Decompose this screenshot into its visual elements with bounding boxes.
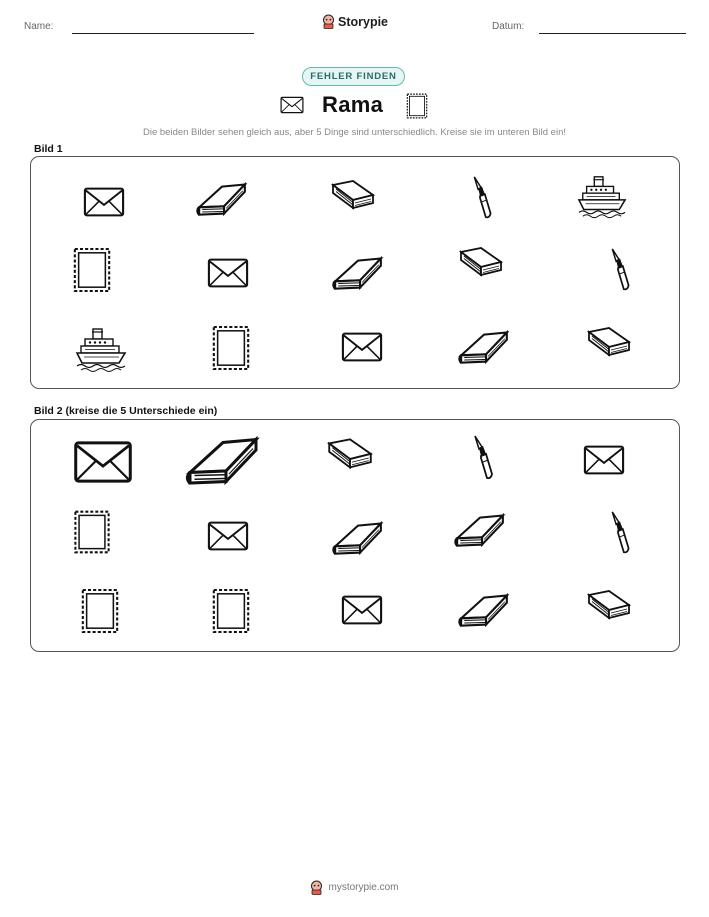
envelope-icon: [73, 440, 133, 484]
book-icon: [331, 249, 385, 295]
ship-icon: [577, 173, 627, 221]
book-icon: [183, 426, 263, 492]
book-icon: [457, 323, 511, 369]
envelope-icon: [83, 186, 125, 218]
book-icon: [453, 506, 507, 552]
envelope-icon: [583, 444, 625, 476]
footer: [0, 880, 709, 895]
book-icon: [583, 586, 635, 632]
stamp-icon: [79, 586, 121, 636]
stamp-icon: [71, 245, 113, 295]
storypie-mascot-icon: [322, 14, 335, 29]
name-line[interactable]: [72, 33, 254, 34]
panel2-label: Bild 2 (kreise die 5 Unterschiede ein): [34, 405, 218, 417]
book-icon: [195, 175, 249, 221]
book-icon: [455, 243, 507, 289]
storypie-mascot-icon: [310, 880, 323, 895]
picture-1-panel: [30, 156, 680, 389]
book-icon: [583, 323, 635, 369]
stamp-icon: [210, 323, 252, 373]
ship-icon: [75, 325, 127, 375]
instructions: Die beiden Bilder sehen gleich aus, aber 5 Dinge sind unterschiedlich. Kreise sie im unteren Bild ein!: [143, 127, 566, 138]
book-icon: [331, 514, 385, 560]
envelope-icon: [207, 257, 249, 289]
brand-name: Storypie: [338, 14, 389, 29]
fountain-pen-icon: [467, 434, 497, 482]
book-icon: [327, 176, 379, 222]
fountain-pen-icon: [605, 247, 633, 293]
name-label: Name:: [24, 21, 54, 32]
stamp-icon: [70, 508, 114, 556]
stamp-icon: [210, 586, 252, 636]
fountain-pen-icon: [605, 510, 633, 556]
title-stamp-icon: [405, 92, 429, 120]
envelope-icon: [341, 331, 383, 363]
book-icon: [457, 586, 511, 632]
title-envelope-icon: [280, 96, 304, 114]
envelope-icon: [341, 594, 383, 626]
fountain-pen-icon: [467, 175, 495, 221]
date-line[interactable]: [539, 33, 686, 34]
footer-site-link[interactable]: mystorypie.com: [328, 882, 399, 893]
panel1-label: Bild 1: [34, 143, 63, 155]
brand-logo: [322, 14, 388, 29]
book-icon: [323, 434, 377, 482]
envelope-icon: [207, 520, 249, 552]
page-title: Rama: [322, 92, 384, 117]
date-label: Datum:: [492, 21, 525, 32]
picture-2-panel: [30, 419, 680, 652]
activity-badge: FEHLER FINDEN: [302, 67, 405, 86]
